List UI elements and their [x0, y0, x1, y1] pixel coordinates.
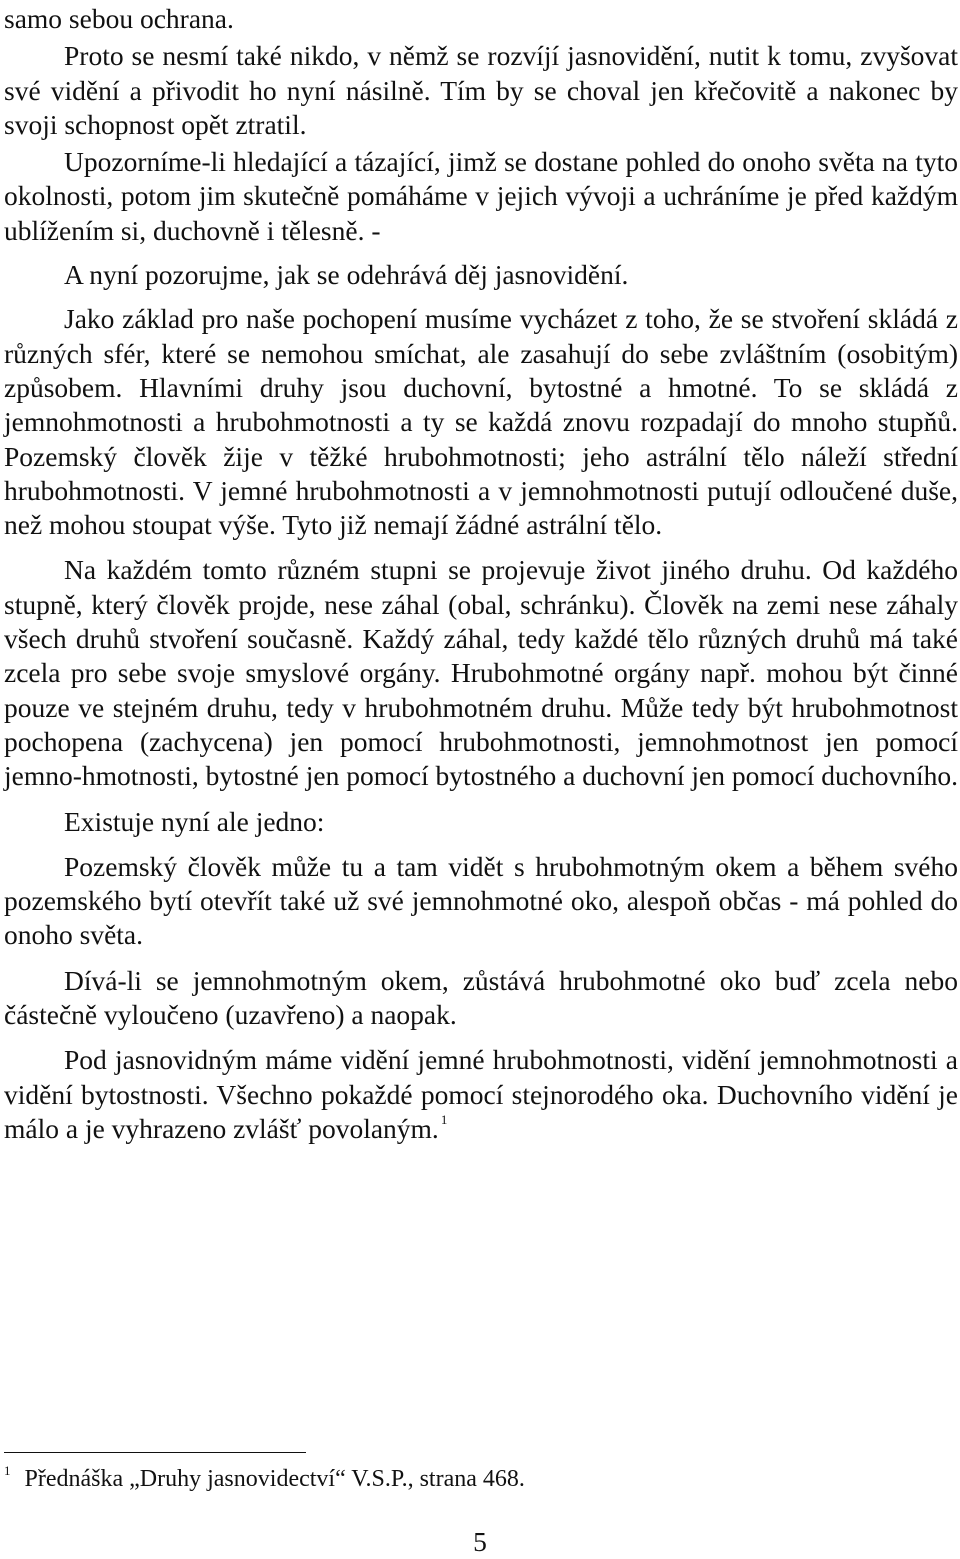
page-number: 5 [473, 1526, 487, 1557]
footnote [4, 1464, 525, 1494]
paragraph: Pozemský člověk může tu a tam vidět s hrubohmotným okem a během svého pozemského bytí otevřít také už své jemnohmotné oko, alespoň občas - má pohled do onoho světa. [4, 850, 958, 951]
paragraph: A nyní pozorujme, jak se odehrává děj jasnovidění. [64, 259, 629, 291]
paragraph-continuation: samo sebou ochrana. [4, 3, 234, 34]
document-page [4, 0, 958, 1146]
paragraph: Existuje nyní ale jedno: [64, 805, 325, 837]
paragraph: Jako základ pro naše pochopení musíme vycházet z toho, že se stvoření skládá z různých sfér, které se nemohou smíchat, ale zasahují do sebe zvláštním (osobitým) způsobem. Hlavními druhy jsou duchovní, bytostné a hmotné. To se skládá z jemnohmotnosti a hrubohmotnosti a ty se každá znovu rozpadají do mnoho stupňů. Pozemský člověk žije v těžké hrubohmotnosti; jeho astrální tělo náleží střední hrubohmotnosti. V jemné hrubohmotnosti a v jemnohmotnosti putují odloučené duše, než mohou stoupat výše. Tyto již nemají žádné astrální tělo. [4, 303, 958, 541]
footnote-text: Přednáška „Druhy jasnovidectví“ V.S.P., strana 468. [24, 1466, 525, 1492]
footnote-reference: 1 [440, 1111, 448, 1127]
paragraph: Proto se nesmí také nikdo, v němž se rozvíjí jasnovidění, nutit k tomu, zvyšovat své vidění a přivodit ho nyní násilně. Tím by se choval jen křečovitě a nakonec by svoji schopnost opět ztratil. [4, 40, 958, 140]
footnote-marker: 1 [4, 1463, 11, 1478]
paragraph: Dívá-li se jemnohmotným okem, zůstává hrubohmotné oko buď zcela nebo částečně vyloučeno (uzavřeno) a naopak. [4, 964, 958, 1031]
paragraph: Upozorníme-li hledající a tázající, jimž se dostane pohled do onoho světa na tyto okolnosti, potom jim skutečně pomáháme v jejich vývoji a uchráníme je před každým ublížením si, duchovně i tělesně. - [4, 146, 958, 246]
paragraph: Na každém tomto různém stupni se projevuje život jiného druhu. Od každého stupně, který člověk projde, nese záhal (obal, schránku). Člověk na zemi nese záhaly všech druhů stvoření současně. Každý záhal, tedy každé tělo různých druhů má také zcela pro sebe svoje smyslové orgány. Hrubohmotné orgány např. mohou být činné pouze ve stejném druhu, tedy v hrubohmotném druhu. Může tedy být hrubohmotnost pochopena (zachycena) jen pomocí hrubohmotnosti, jemnohmotnost jen pomocí jemno-hmotnosti, bytostné jen pomocí bytostného a duchovní jen pomocí duchovního. [4, 554, 958, 792]
paragraph-text: Pod jasnovidným máme vidění jemné hrubohmotnosti, vidění jemnohmotnosti a vidění bytostnosti. Všechno pokaždé pomocí stejnorodého oka. Duchovního vidění je málo a je vyhrazeno zvlášť povolaným. [4, 1044, 958, 1144]
footnote-separator [4, 1452, 306, 1453]
paragraph-with-footnote [4, 1043, 958, 1146]
